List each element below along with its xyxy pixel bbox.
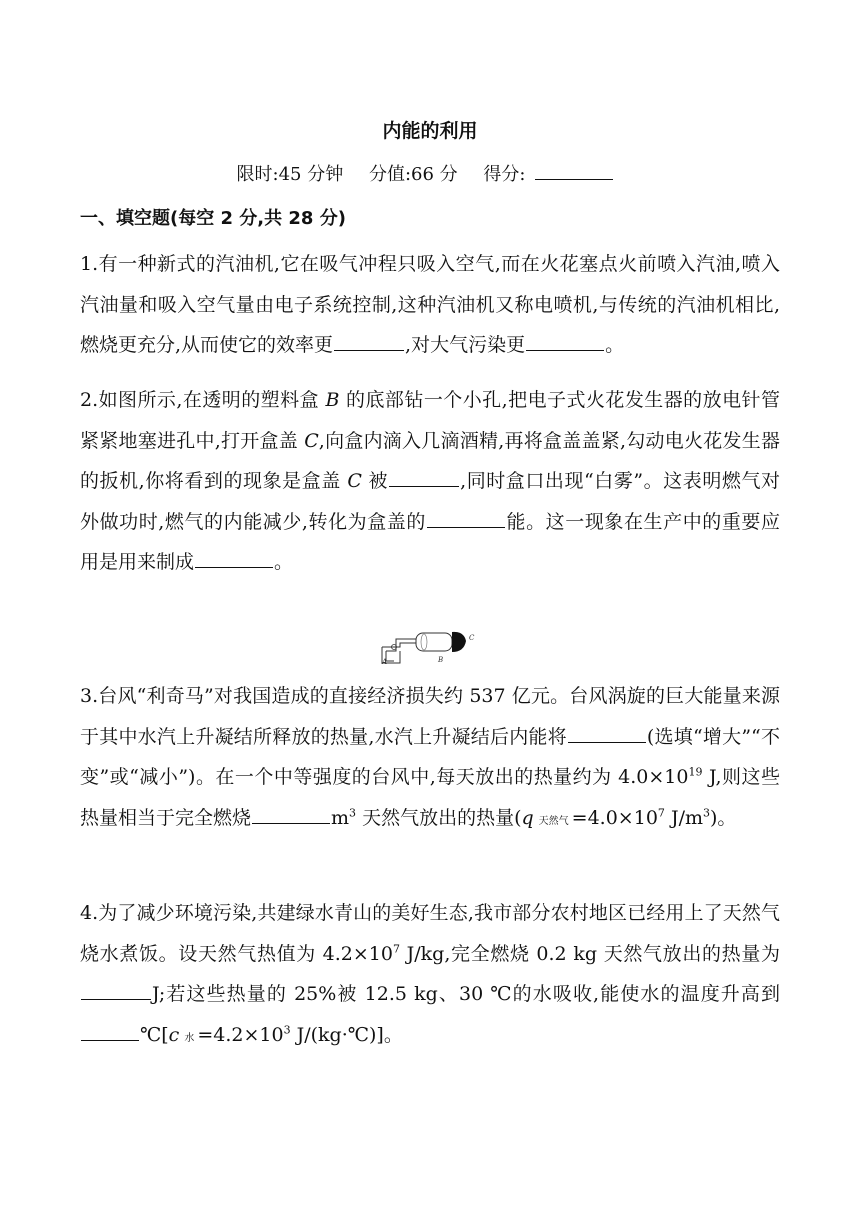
time-limit: 限时:45 分钟 xyxy=(236,164,344,185)
answer-blank[interactable] xyxy=(389,468,459,487)
question-text: J;若这些热量的 25%被 12.5 kg、30 ℃的水吸收,能使水的温度升高到 xyxy=(152,983,780,1005)
exponent: 3 xyxy=(702,806,710,820)
question-text: 4.为了减少环境污染,共建绿水青山的美好生态,我市部分农村地区已经用上了天然气烧水煮饭。设天然气热值为 4.2×10 xyxy=(80,902,780,965)
question-2 xyxy=(80,380,780,583)
answer-blank[interactable] xyxy=(81,1022,139,1041)
question-1 xyxy=(80,244,780,366)
question-text: )。 xyxy=(709,806,737,829)
question-text: 被 xyxy=(361,470,389,492)
exponent: 3 xyxy=(349,806,357,820)
total-score: 分值:66 分 xyxy=(368,164,458,185)
question-text: J/m xyxy=(664,806,703,829)
exponent: 7 xyxy=(657,806,665,820)
exam-meta xyxy=(0,160,860,186)
answer-blank[interactable] xyxy=(568,724,646,743)
question-text: 能。这一现象在生产中的重要应用是用来制成 xyxy=(80,510,780,573)
question-text: J/(kg·℃)]。 xyxy=(290,1023,403,1046)
question-text: m xyxy=(331,806,350,829)
question-text: =4.0×10 xyxy=(571,806,658,829)
question-text: 1.有一种新式的汽油机,它在吸气冲程只吸入空气,而在火花塞点火前喷入汽油,喷入汽油量和吸入空气量由电子系统控制,这种汽油机又称电喷机,与传统的汽油机相比,燃烧更充分,从而使它的效率更 xyxy=(80,253,780,356)
label-c: C xyxy=(469,634,475,642)
subscript: 水 xyxy=(184,1032,195,1044)
answer-blank[interactable] xyxy=(195,549,273,568)
variable: C xyxy=(347,470,362,492)
question-text: 。 xyxy=(605,334,625,356)
answer-blank[interactable] xyxy=(427,509,505,528)
variable: C xyxy=(304,429,319,452)
spark-generator-figure xyxy=(378,625,488,665)
score-label: 得分: xyxy=(483,164,526,185)
exponent: 3 xyxy=(283,1023,291,1037)
question-text: ,对大气污染更 xyxy=(405,334,526,356)
subscript: 天然气 xyxy=(538,815,569,827)
variable: c xyxy=(168,1023,180,1046)
question-text: =4.2×10 xyxy=(197,1023,284,1046)
answer-blank[interactable] xyxy=(334,332,404,351)
question-text: ℃[ xyxy=(140,1023,169,1046)
page-title: 内能的利用 xyxy=(382,120,478,142)
question-text: 3.台风“利奇马”对我国造成的直接经济损失约 537 亿元。台风涡旋的巨大能量来源于其中水汽上升凝结所释放的热量,水汽上升凝结后内能将 xyxy=(80,685,780,748)
variable: B xyxy=(325,389,340,411)
question-text: 。 xyxy=(274,551,294,573)
question-text: J/kg,完全燃烧 0.2 kg 天然气放出的热量为 xyxy=(399,942,780,965)
question-text: 的底部钻一个小孔,把电子式火花发生器的放电针管紧紧地塞进孔中,打开盒盖 xyxy=(80,389,780,452)
score-blank[interactable] xyxy=(535,163,613,180)
score-field xyxy=(483,164,623,185)
question-text: J,则这些热量相当于完全燃烧 xyxy=(80,766,780,829)
question-text: (选填“增大”“不变”或“减小”)。在一个中等强度的台风中,每天放出的热量约为 4.0×10 xyxy=(80,725,780,788)
answer-blank[interactable] xyxy=(526,332,604,351)
variable: q xyxy=(521,806,534,829)
label-b: B xyxy=(438,656,444,664)
question-text: ,向盒内滴入几滴酒精,再将盒盖盖紧,勾动电火花发生器的扳机,你将看到的现象是盒盖 xyxy=(80,429,780,492)
label-a: A xyxy=(382,658,388,665)
exponent: 19 xyxy=(688,765,703,779)
question-4 xyxy=(80,893,780,1059)
question-text: 天然气放出的热量( xyxy=(356,806,522,829)
answer-blank[interactable] xyxy=(252,805,330,824)
answer-blank[interactable] xyxy=(81,981,151,1000)
question-text: 2.如图所示,在透明的塑料盒 xyxy=(80,389,326,411)
section-heading: 一、填空题(每空 2 分,共 28 分) xyxy=(80,208,346,229)
question-text: ,同时盒口出现“白雾”。这表明燃气对外做功时,燃气的内能减少,转化为盒盖的 xyxy=(80,470,780,533)
exponent: 7 xyxy=(392,942,400,956)
question-3 xyxy=(80,676,780,842)
